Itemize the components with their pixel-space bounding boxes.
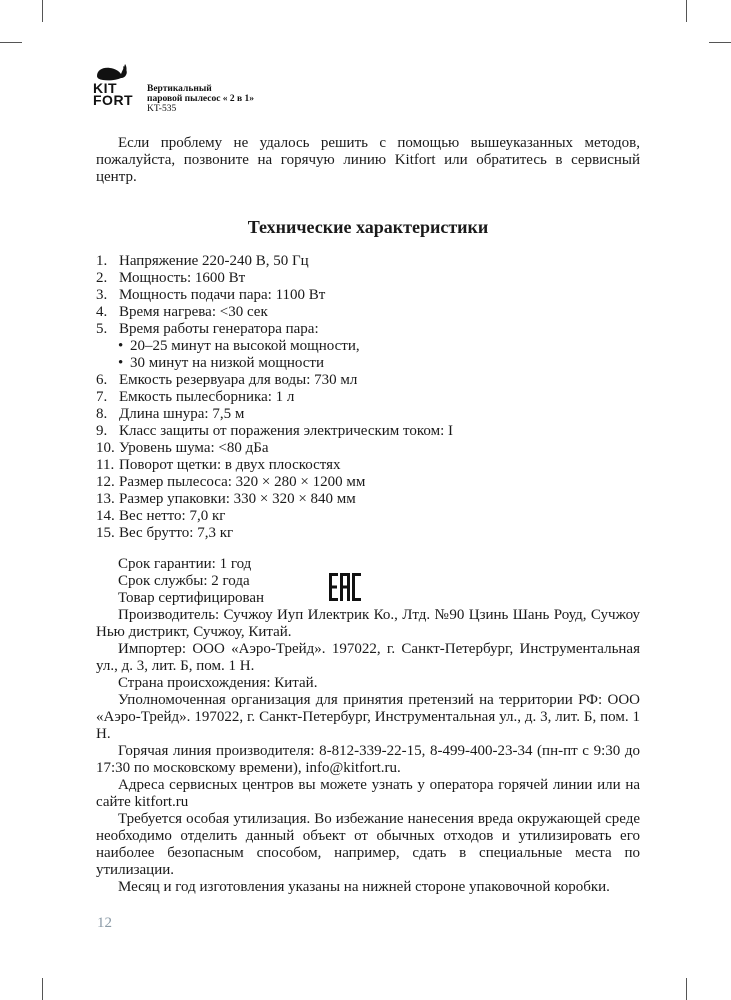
page-number: 12 <box>97 915 112 931</box>
spec-subitem <box>96 338 640 355</box>
intro-paragraph: Если проблему не удалось решить с помощью вышеуказанных методов, пожалуйста, позвоните на горячую линию Kitfort или обратитесь в сервисный центр. <box>96 135 640 185</box>
spec-text: Время работы генератора пара: <box>119 321 319 337</box>
spec-number: 12. <box>96 474 115 490</box>
spec-item <box>96 321 640 338</box>
spec-item <box>96 372 640 389</box>
info-block <box>96 556 640 896</box>
certified-text: Товар сертифицирован <box>118 590 265 606</box>
spec-item <box>96 389 640 406</box>
spec-number: 10. <box>96 440 115 456</box>
bullet: • <box>118 355 124 371</box>
spec-text: Напряжение 220-240 В, 50 Гц <box>119 253 309 269</box>
spec-item <box>96 525 640 542</box>
spec-number: 11. <box>96 457 115 473</box>
manufacturer-text: Производитель: Сучжоу Иуп Илектрик Ко., Лтд. №90 Цзинь Шань Роуд, Сучжоу Нью дистрикт, Сучжоу, Китай. <box>96 607 640 640</box>
spec-item <box>96 304 640 321</box>
spec-item <box>96 491 640 508</box>
logo-line-2: FORT <box>93 92 134 108</box>
product-line-1: Вертикальный <box>147 84 212 94</box>
spec-text: Поворот щетки: в двух плоскостях <box>119 457 341 473</box>
spec-item <box>96 406 640 423</box>
spec-number: 4. <box>96 304 108 320</box>
spec-text: 30 минут на низкой мощности <box>130 355 325 371</box>
spec-text: Мощность: 1600 Вт <box>119 270 246 286</box>
logo-wordmark <box>93 82 149 106</box>
spec-text: Емкость резервуара для воды: 730 мл <box>119 372 358 388</box>
spec-number: 6. <box>96 372 108 388</box>
page-content <box>96 135 640 895</box>
spec-text: Класс защиты от поражения электрическим током: I <box>119 423 454 439</box>
spec-item <box>96 474 640 491</box>
spec-text: Вес брутто: 7,3 кг <box>119 525 234 541</box>
spec-number: 15. <box>96 525 115 541</box>
hotline-text: Горячая линия производителя: 8-812-339-22-15, 8-499-400-23-34 (пн-пт с 9:30 до 17:30 по московскому времени), info@kitfort.ru. <box>96 743 640 776</box>
spec-number: 8. <box>96 406 108 422</box>
crop-mark-top-right <box>686 0 687 22</box>
product-model: KT-535 <box>147 104 177 114</box>
spec-item <box>96 270 640 287</box>
spec-number: 7. <box>96 389 108 405</box>
spec-number: 3. <box>96 287 108 303</box>
crop-mark-left-top <box>0 42 22 43</box>
spec-text: Размер упаковки: 330 × 320 × 840 мм <box>119 491 356 507</box>
logo-line-1: KIT <box>93 80 118 96</box>
whale-icon <box>95 62 129 82</box>
eac-icon <box>329 573 361 601</box>
spec-item <box>96 508 640 525</box>
spec-text: Длина шнура: 7,5 м <box>119 406 245 422</box>
service-centers-text: Адреса сервисных центров вы можете узнать у оператора горячей линии или на сайте kitfort.ru <box>96 777 640 810</box>
spec-text: 20–25 минут на высокой мощности, <box>130 338 360 354</box>
spec-subitem <box>96 355 640 372</box>
spec-text: Размер пылесоса: 320 × 280 × 1200 мм <box>119 474 366 490</box>
spec-text: Вес нетто: 7,0 кг <box>119 508 226 524</box>
product-title <box>147 84 387 114</box>
crop-mark-bottom-right <box>686 978 687 1000</box>
spec-text: Мощность подачи пара: 1100 Вт <box>119 287 326 303</box>
spec-number: 5. <box>96 321 108 337</box>
product-line-2: паровой пылесос « 2 в 1» <box>147 94 255 104</box>
spec-item <box>96 457 640 474</box>
crop-mark-bottom-left <box>42 978 43 1000</box>
specs-title: Технические характеристики <box>247 217 489 237</box>
spec-number: 14. <box>96 508 115 524</box>
manufacture-date-text: Месяц и год изготовления указаны на нижней стороне упаковочной коробки. <box>118 879 610 895</box>
claims-text: Уполномоченная организация для принятия претензий на территории РФ: ООО «Аэро-Трейд». 197022, г. Санкт-Петербург, Инструментальная ул., д. 3, лит. Б, пом. 1 Н. <box>96 692 640 742</box>
disposal-text: Требуется особая утилизация. Во избежание нанесения вреда окружающей среде необходимо отделить данный объект от обычных отходов и утилизировать его наиболее безопасным способом, например, сдать в специальные места по утилизации. <box>96 811 640 878</box>
kitfort-logo <box>93 62 145 118</box>
spec-text: Емкость пылесборника: 1 л <box>119 389 295 405</box>
spec-text: Уровень шума: <80 дБа <box>119 440 269 456</box>
crop-mark-top-left <box>42 0 43 22</box>
spec-number: 2. <box>96 270 108 286</box>
spec-number: 1. <box>96 253 108 269</box>
spec-number: 9. <box>96 423 108 439</box>
spec-text: Время нагрева: <30 сек <box>119 304 268 320</box>
service-life-text: Срок службы: 2 года <box>118 573 250 589</box>
crop-mark-right-top <box>709 42 731 43</box>
spec-item <box>96 440 640 457</box>
spec-item <box>96 253 640 270</box>
warranty-text: Срок гарантии: 1 год <box>118 556 252 572</box>
bullet: • <box>118 338 124 354</box>
importer-text: Импортер: ООО «Аэро-Трейд». 197022, г. Санкт-Петербург, Инструментальная ул., д. 3, лит. Б, пом. 1 Н. <box>96 641 640 674</box>
origin-text: Страна происхождения: Китай. <box>118 675 318 691</box>
page-header <box>93 62 393 118</box>
spec-item <box>96 423 640 440</box>
spec-item <box>96 287 640 304</box>
spec-number: 13. <box>96 491 115 507</box>
specs-list <box>96 253 640 542</box>
